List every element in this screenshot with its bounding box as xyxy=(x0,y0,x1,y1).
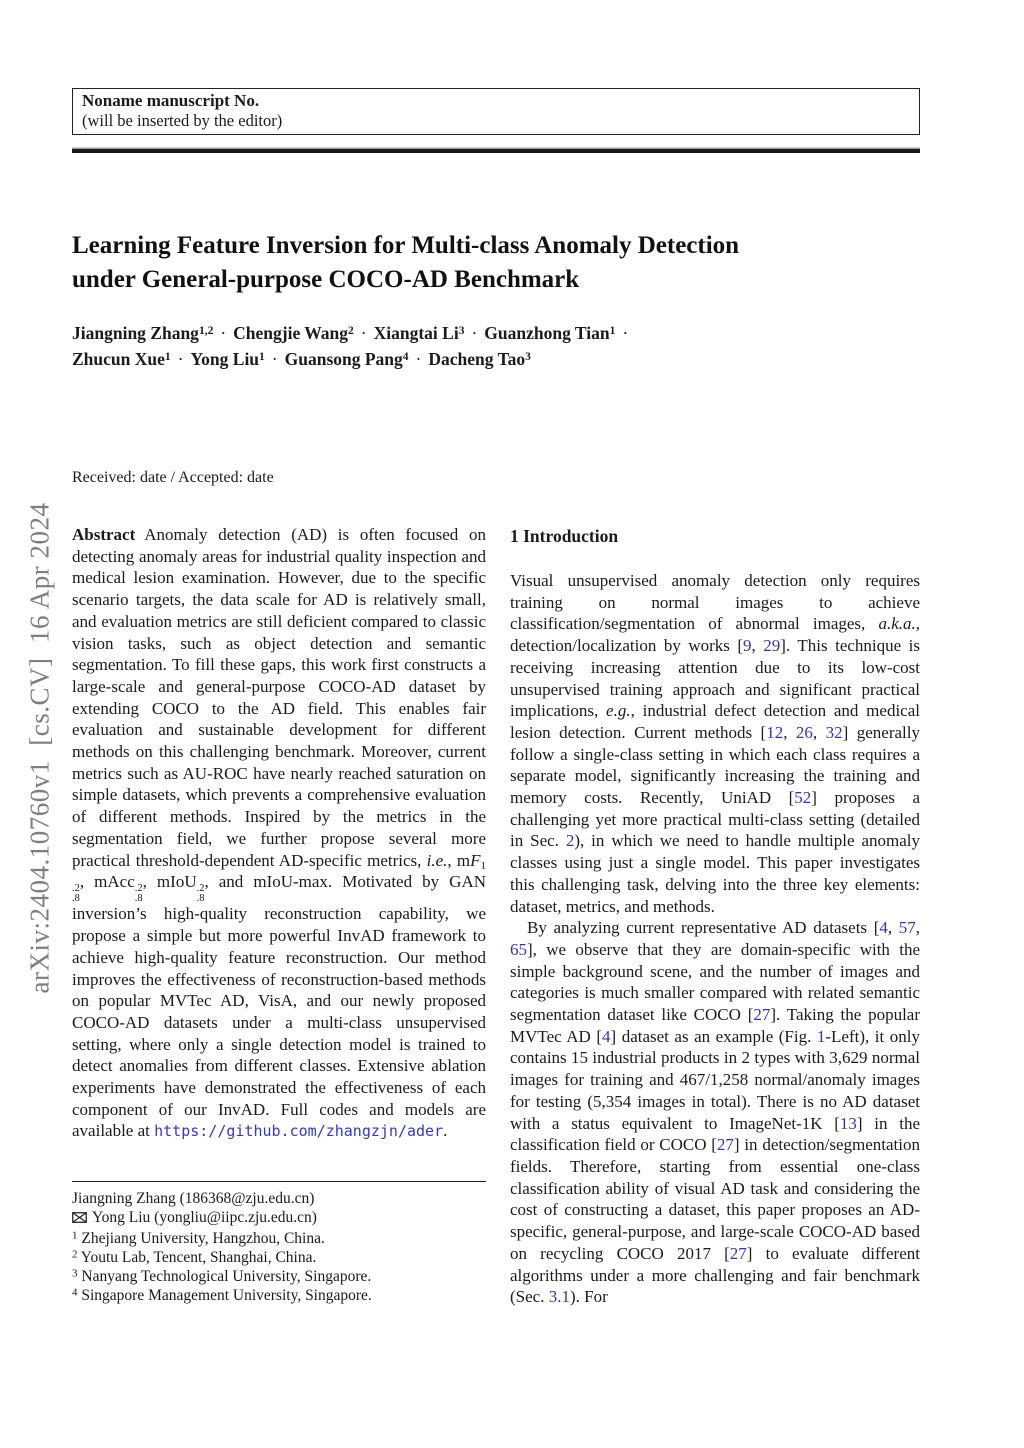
footnote-block xyxy=(72,1181,486,1306)
text-segment: , xyxy=(751,636,764,656)
citation-ref[interactable]: 3.1 xyxy=(548,1287,570,1307)
citation-ref[interactable]: 9 xyxy=(743,636,752,656)
text-segment: a.k.a. xyxy=(878,614,916,634)
text-segment: · xyxy=(360,323,367,343)
text-segment: Nanyang Technological University, Singapore. xyxy=(77,1268,372,1286)
stacked-subscript: .2 .8 xyxy=(134,883,143,904)
text-segment: 1 xyxy=(259,350,265,363)
citation-ref[interactable]: 4 xyxy=(879,918,888,938)
text-segment: ] in the classification field or COCO [ xyxy=(510,1113,921,1155)
text-segment: · xyxy=(177,349,184,369)
arxiv-margin-banner: arXiv:2404.10760v1 [cs.CV] 16 Apr 2024 xyxy=(24,502,55,994)
text-segment: Guansong Pang xyxy=(284,349,403,369)
text-segment: · xyxy=(471,323,478,343)
text-segment: ] generally follow a single-class setting in which each class requires a separate model, significantly increasing the training and memory costs. Recently, UniAD [ xyxy=(510,722,921,808)
citation-ref[interactable]: 57 xyxy=(898,918,916,938)
footnote-affiliation-2 xyxy=(72,1248,486,1267)
text-segment: e.g. xyxy=(606,701,631,721)
text-segment: Yong Liu (yongliu@iipc.zju.edu.cn) xyxy=(92,1209,317,1227)
citation-ref[interactable]: 27 xyxy=(753,1005,771,1025)
author-line-1 xyxy=(72,320,920,346)
footnote-corresponding-2 xyxy=(72,1208,486,1228)
text-segment: i.e. xyxy=(426,850,448,870)
text-segment: ). For xyxy=(569,1287,608,1307)
citation-ref[interactable]: 13 xyxy=(839,1113,857,1133)
text-segment: , mIoU xyxy=(142,872,197,892)
text-segment: · xyxy=(271,349,278,369)
citation-ref[interactable]: 27 xyxy=(716,1135,734,1155)
text-segment: 2 xyxy=(348,324,354,337)
text-segment: , xyxy=(887,918,899,938)
text-segment: ]. This technique is receiving increasing attention due to its low-cost unsupervised training approach and significant practical implications, xyxy=(510,636,921,721)
text-segment: By analyzing current representative AD datasets [ xyxy=(527,918,880,938)
text-segment: F xyxy=(470,850,481,870)
text-segment: Zhucun Xue xyxy=(72,349,165,369)
received-accepted-line: Received: date / Accepted: date xyxy=(72,469,274,486)
text-segment: Yong Liu xyxy=(190,349,260,369)
introduction-paragraph-2 xyxy=(510,917,920,1308)
citation-ref[interactable]: 1 xyxy=(816,1026,826,1046)
text-segment: . xyxy=(443,1121,448,1141)
text-segment: ] dataset as an example (Fig. xyxy=(610,1026,817,1046)
text-segment: , detection/localization by works [ xyxy=(510,614,920,656)
footnote-rule xyxy=(72,1181,486,1182)
text-segment: , xyxy=(783,722,796,742)
manuscript-no-line: Noname manuscript No. xyxy=(82,91,260,110)
citation-ref[interactable]: 65 xyxy=(510,939,527,959)
manuscript-info-box xyxy=(72,88,920,135)
text-segment: Xiangtai Li xyxy=(373,323,459,343)
text-segment: 1 xyxy=(480,859,486,872)
editor-note-line: (will be inserted by the editor) xyxy=(82,111,283,130)
text-segment: 1,2 xyxy=(198,324,214,337)
text-segment: , mAcc xyxy=(79,872,135,892)
text-segment: Guanzhong Tian xyxy=(484,323,610,343)
footnote-affiliation-1 xyxy=(72,1229,486,1248)
text-segment: Chengjie Wang xyxy=(233,323,349,343)
text-segment: , industrial defect detection and medical lesion detection. Current methods [ xyxy=(510,701,920,742)
introduction-heading: 1 Introduction xyxy=(510,526,619,546)
text-segment: 1 xyxy=(609,324,616,337)
author-list xyxy=(72,320,920,372)
citation-ref[interactable]: 29 xyxy=(763,636,781,656)
citation-ref[interactable]: 27 xyxy=(729,1243,747,1263)
right-column xyxy=(510,468,920,1308)
text-segment: Abstract xyxy=(72,525,136,544)
citation-ref[interactable]: 12 xyxy=(766,722,784,742)
text-segment: 1 xyxy=(164,350,171,363)
text-segment: Anomaly detection (AD) is often focused on detecting anomaly areas for industrial quality inspection and medical lesion examination. However, due to the specific scenario targets, the data scale for AD is relatively small, and evaluation metrics are still deficient compared to classic vision tasks, such as object detection and semantic segmentation. To fill these gaps, this work first constructs a large-scale and general-purpose COCO-AD dataset by extending COCO to the AD field. This enables fair evaluation and sustainable development for different methods on this challenging benchmark. Moreover, current metrics such as AU-ROC have nearly reached saturation on simple datasets, which prevents a comprehensive evaluation of different methods. Inspired by the metrics in the segmentation field, we further propose several more practical threshold-dependent AD-specific metrics, xyxy=(72,525,486,870)
citation-ref[interactable]: 4 xyxy=(602,1026,611,1046)
text-segment: · xyxy=(622,323,629,343)
citation-ref[interactable]: 52 xyxy=(794,788,812,808)
text-segment: ], we observe that they are domain-specific with the simple background scene, and the number of images and categories is much smaller compared with related semantic segmentation dataset like COCO [ xyxy=(510,939,920,1025)
stacked-subscript: .2 .8 xyxy=(72,883,80,904)
text-segment: 3 xyxy=(72,1267,78,1280)
text-segment: ), in which we need to handle multiple anomaly classes using just a single model. This paper investigates this challenging task, delving into the three key elements: dataset, metrics, and methods. xyxy=(510,831,920,916)
text-segment: Dacheng Tao xyxy=(428,349,526,369)
text-segment: Zhejiang University, Hangzhou, China. xyxy=(77,1229,325,1247)
paper-title xyxy=(72,229,920,297)
text-segment: · xyxy=(415,349,422,369)
text-segment: 4 xyxy=(72,1287,78,1300)
text-segment: 3 xyxy=(458,324,465,337)
text-segment: 3 xyxy=(525,350,531,363)
citation-ref[interactable]: 26 xyxy=(795,722,813,742)
text-segment: ] to evaluate different algorithms under a more challenging and fair benchmark (Sec. xyxy=(510,1243,920,1307)
text-segment: 2 xyxy=(72,1248,78,1261)
footnote-corresponding-1 xyxy=(72,1189,486,1208)
text-segment: 4 xyxy=(402,350,409,363)
citation-ref[interactable]: 32 xyxy=(825,722,843,742)
author-line-2 xyxy=(72,346,920,372)
title-line-1: Learning Feature Inversion for Multi-class Anomaly Detection xyxy=(72,232,740,259)
text-segment: Singapore Management University, Singapore. xyxy=(77,1287,372,1305)
text-segment: ]. Taking the popular MVTec AD [ xyxy=(510,1005,920,1046)
footnote-affiliation-4 xyxy=(72,1286,486,1305)
introduction-paragraph-1 xyxy=(510,570,920,917)
text-segment: , xyxy=(812,722,826,742)
header-rule xyxy=(72,149,920,153)
text-segment: -Left), it only contains 15 industrial products in 2 types with 3,629 normal images for training and 467/1,258 normal/anomaly images for testing (5,354 images in total). There is no AD dataset with a status equivalent to ImageNet-1K [ xyxy=(510,1026,920,1133)
text-segment: Jiangning Zhang xyxy=(72,323,199,343)
text-segment: Jiangning Zhang (186368@zju.edu.cn) xyxy=(72,1190,315,1207)
text-segment: · xyxy=(220,323,227,343)
title-line-2: under General-purpose COCO-AD Benchmark xyxy=(72,266,580,293)
text-segment: , m xyxy=(447,850,471,870)
abstract-paragraph xyxy=(72,524,486,1143)
text-segment: Youtu Lab, Tencent, Shanghai, China. xyxy=(77,1248,317,1266)
email-icon xyxy=(72,1209,87,1228)
stacked-subscript: .2 .8 xyxy=(196,883,205,904)
citation-ref[interactable]: 2 xyxy=(565,831,575,851)
url-link[interactable]: https://github.com/zhangzjn/ader xyxy=(154,1122,444,1141)
text-segment: ] in detection/segmentation fields. Therefore, starting from essential one-class classification ability of visual AD task and considering the cost of constructing a dataset, this paper proposes an AD-specific, general-purpose, and large-scale COCO-AD based on recycling COCO 2017 [ xyxy=(510,1135,920,1263)
text-segment: Visual unsupervised anomaly detection only requires training on normal images to achieve classification/segmentation of abnormal images, xyxy=(510,571,920,634)
footnote-email-text xyxy=(92,1209,317,1226)
footnote-affiliation-3 xyxy=(72,1267,486,1286)
text-segment: , xyxy=(915,918,921,938)
text-segment: ] proposes a challenging yet more practical multi-class setting (detailed in Sec. xyxy=(510,788,920,851)
text-segment: , and mIoU-max. Motivated by GAN inversion’s high-quality reconstruction capability, we propose a simple but more powerful InvAD framework to achieve high-quality feature reconstruction. Our method improves the effectiveness of reconstruction-based methods on popular MVTec AD, VisA, and our newly proposed COCO-AD datasets under a multi-class unsupervised setting, where only a single detection model is trained to detect anomalies from different classes. Extensive ablation experiments have demonstrated the effectiveness of each component of our InvAD. Full codes and models are available at xyxy=(72,872,487,1141)
text-segment: 1 xyxy=(72,1229,78,1242)
